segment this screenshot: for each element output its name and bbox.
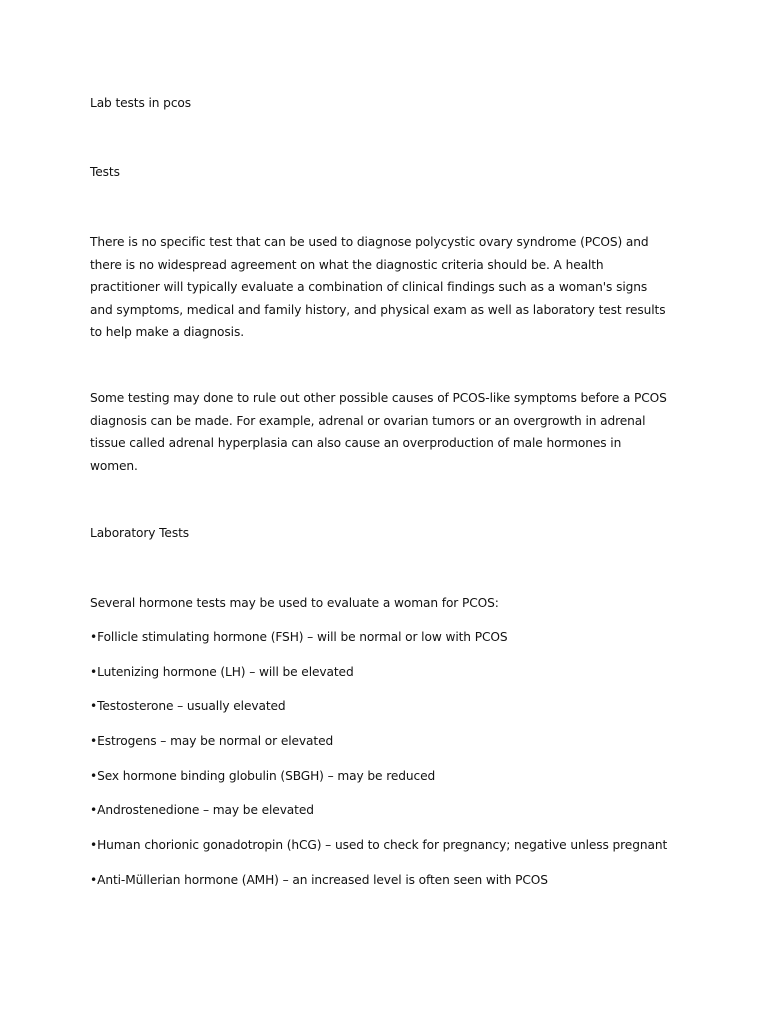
bullet-item: •Testosterone – usually elevated	[90, 699, 286, 713]
section-heading-tests: Tests	[90, 165, 120, 179]
paragraph-2-line: diagnosis can be made. For example, adrenal or ovarian tumors or an overgrowth in adrenal	[90, 413, 646, 428]
paragraph-2-line: women.	[90, 458, 138, 473]
bullet-item: •Lutenizing hormone (LH) – will be elevated	[90, 665, 354, 679]
paragraph-1-line: to help make a diagnosis.	[90, 325, 244, 339]
bullet-item: •Sex hormone binding globulin (SBGH) – may be reduced	[90, 769, 436, 783]
bullet-item: •Estrogens – may be normal or elevated	[90, 734, 334, 748]
bullet-item: •Androstenedione – may be elevated	[90, 803, 314, 817]
paragraph-2-line: tissue called adrenal hyperplasia can also cause an overproduction of male hormones in	[90, 436, 622, 450]
paragraph-1-line: and symptoms, medical and family history, and physical exam as well as laboratory test results	[90, 302, 666, 317]
section-heading-laboratory-tests: Laboratory Tests	[90, 526, 190, 540]
paragraph-1	[90, 231, 690, 344]
bullet-item: •Anti-Müllerian hormone (AMH) – an increased level is often seen with PCOS	[90, 873, 548, 887]
hormone-tests-intro: Several hormone tests may be used to evaluate a woman for PCOS:	[90, 596, 499, 610]
bullet-item: •Human chorionic gonadotropin (hCG) – used to check for pregnancy; negative unless pregnant	[90, 838, 668, 852]
paragraph-1-line: practitioner will typically evaluate a combination of clinical findings such as a woman's signs	[90, 280, 648, 294]
bullet-item: •Follicle stimulating hormone (FSH) – will be normal or low with PCOS	[90, 630, 508, 644]
paragraph-1-line: there is no widespread agreement on what the diagnostic criteria should be. A health	[90, 257, 604, 272]
paragraph-2	[90, 387, 690, 477]
paragraph-1-line: There is no specific test that can be used to diagnose polycystic ovary syndrome (PCOS) and	[90, 235, 649, 249]
document-title: Lab tests in pcos	[90, 96, 192, 110]
paragraph-2-line: Some testing may done to rule out other possible causes of PCOS-like symptoms before a PCOS	[90, 391, 667, 405]
